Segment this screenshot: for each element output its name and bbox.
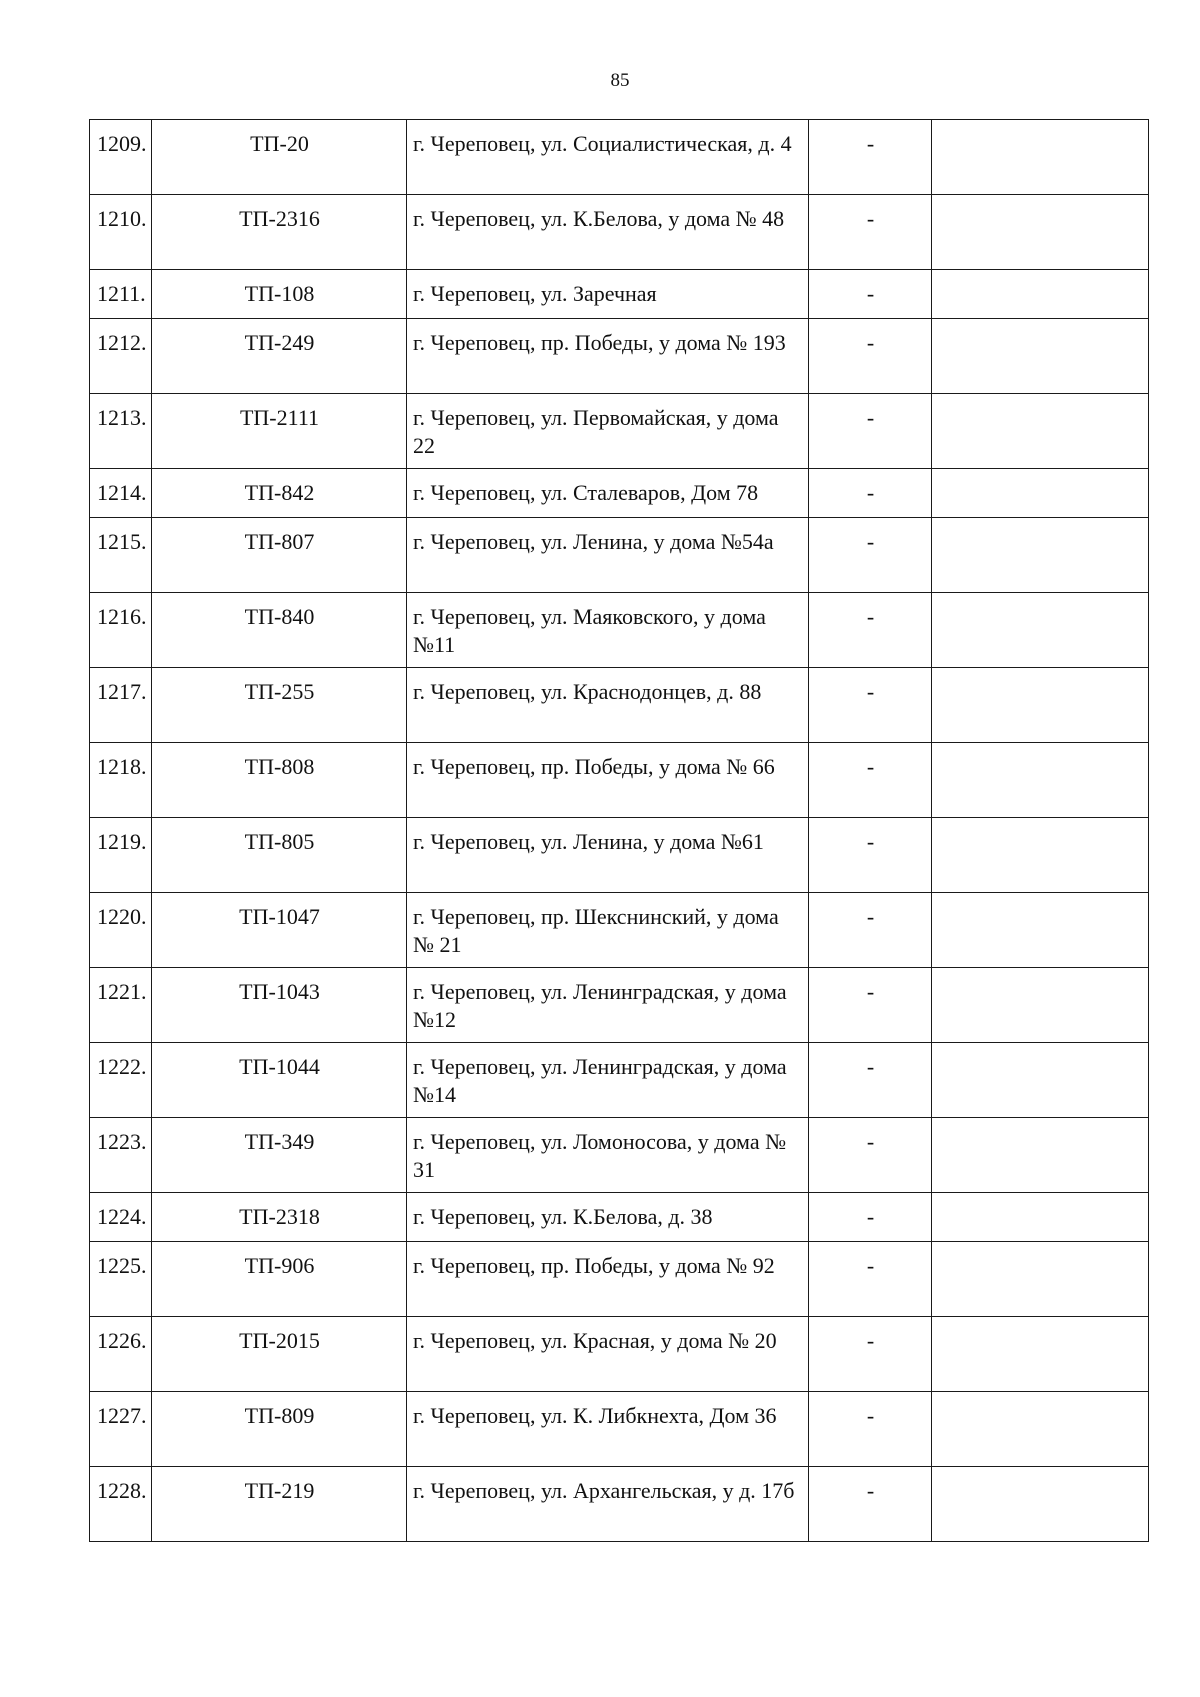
address-cell: г. Череповец, ул. Ленина, у дома №54а (407, 518, 809, 593)
mark-cell: - (809, 469, 932, 518)
table-row (90, 1043, 1149, 1118)
mark-cell: - (809, 394, 932, 469)
mark-cell: - (809, 1242, 932, 1317)
address-cell: г. Череповец, пр. Победы, у дома № 193 (407, 319, 809, 394)
row-number-cell: 1211. (90, 270, 152, 319)
table-row (90, 593, 1149, 668)
substation-cell: ТП-809 (152, 1392, 407, 1467)
mark-cell: - (809, 120, 932, 195)
mark-cell: - (809, 968, 932, 1043)
substation-cell: ТП-20 (152, 120, 407, 195)
mark-cell: - (809, 319, 932, 394)
address-cell: г. Череповец, пр. Шекснинский, у дома № 21 (407, 893, 809, 968)
row-number-cell: 1209. (90, 120, 152, 195)
table-row (90, 818, 1149, 893)
table-body (90, 120, 1149, 1542)
row-number-cell: 1226. (90, 1317, 152, 1392)
row-number-cell: 1217. (90, 668, 152, 743)
substation-cell: ТП-249 (152, 319, 407, 394)
mark-cell: - (809, 1392, 932, 1467)
mark-cell: - (809, 1317, 932, 1392)
note-cell (932, 593, 1149, 668)
mark-cell: - (809, 1467, 932, 1542)
address-cell: г. Череповец, ул. Социалистическая, д. 4 (407, 120, 809, 195)
note-cell (932, 743, 1149, 818)
mark-cell: - (809, 743, 932, 818)
table-row (90, 518, 1149, 593)
note-cell (932, 1193, 1149, 1242)
mark-cell: - (809, 893, 932, 968)
mark-cell: - (809, 818, 932, 893)
substation-cell: ТП-1043 (152, 968, 407, 1043)
address-cell: г. Череповец, ул. К. Либкнехта, Дом 36 (407, 1392, 809, 1467)
table-row (90, 743, 1149, 818)
substation-cell: ТП-842 (152, 469, 407, 518)
note-cell (932, 1118, 1149, 1193)
substation-cell: ТП-2015 (152, 1317, 407, 1392)
table-row (90, 1392, 1149, 1467)
note-cell (932, 394, 1149, 469)
note-cell (932, 1317, 1149, 1392)
table-row (90, 319, 1149, 394)
row-number-cell: 1227. (90, 1392, 152, 1467)
substation-table (89, 119, 1149, 1542)
mark-cell: - (809, 593, 932, 668)
row-number-cell: 1214. (90, 469, 152, 518)
address-cell: г. Череповец, ул. Первомайская, у дома 22 (407, 394, 809, 469)
note-cell (932, 319, 1149, 394)
substation-cell: ТП-805 (152, 818, 407, 893)
note-cell (932, 968, 1149, 1043)
page-number: 85 (610, 70, 630, 91)
note-cell (932, 818, 1149, 893)
mark-cell: - (809, 270, 932, 319)
table-row (90, 1467, 1149, 1542)
mark-cell: - (809, 1043, 932, 1118)
substation-cell: ТП-1047 (152, 893, 407, 968)
row-number-cell: 1223. (90, 1118, 152, 1193)
row-number-cell: 1215. (90, 518, 152, 593)
table-row (90, 195, 1149, 270)
row-number-cell: 1219. (90, 818, 152, 893)
note-cell (932, 1043, 1149, 1118)
substation-cell: ТП-2316 (152, 195, 407, 270)
note-cell (932, 195, 1149, 270)
address-cell: г. Череповец, пр. Победы, у дома № 66 (407, 743, 809, 818)
substation-cell: ТП-219 (152, 1467, 407, 1542)
substation-cell: ТП-807 (152, 518, 407, 593)
mark-cell: - (809, 1118, 932, 1193)
row-number-cell: 1220. (90, 893, 152, 968)
address-cell: г. Череповец, ул. Заречная (407, 270, 809, 319)
mark-cell: - (809, 195, 932, 270)
address-cell: г. Череповец, ул. Архангельская, у д. 17б (407, 1467, 809, 1542)
address-cell: г. Череповец, ул. Ленинградская, у дома №14 (407, 1043, 809, 1118)
table-row (90, 394, 1149, 469)
note-cell (932, 518, 1149, 593)
mark-cell: - (809, 518, 932, 593)
address-cell: г. Череповец, ул. Ломоносова, у дома № 31 (407, 1118, 809, 1193)
row-number-cell: 1222. (90, 1043, 152, 1118)
row-number-cell: 1210. (90, 195, 152, 270)
substation-cell: ТП-808 (152, 743, 407, 818)
substation-cell: ТП-840 (152, 593, 407, 668)
note-cell (932, 270, 1149, 319)
table-row (90, 120, 1149, 195)
substation-cell: ТП-349 (152, 1118, 407, 1193)
note-cell (932, 1467, 1149, 1542)
table-row (90, 1317, 1149, 1392)
note-cell (932, 668, 1149, 743)
mark-cell: - (809, 668, 932, 743)
row-number-cell: 1225. (90, 1242, 152, 1317)
address-cell: г. Череповец, ул. К.Белова, д. 38 (407, 1193, 809, 1242)
table-row (90, 469, 1149, 518)
row-number-cell: 1213. (90, 394, 152, 469)
address-cell: г. Череповец, ул. Ленина, у дома №61 (407, 818, 809, 893)
note-cell (932, 1242, 1149, 1317)
address-cell: г. Череповец, ул. Маяковского, у дома №11 (407, 593, 809, 668)
row-number-cell: 1218. (90, 743, 152, 818)
row-number-cell: 1212. (90, 319, 152, 394)
note-cell (932, 120, 1149, 195)
table-row (90, 1193, 1149, 1242)
address-cell: г. Череповец, ул. Красная, у дома № 20 (407, 1317, 809, 1392)
table-row (90, 270, 1149, 319)
address-cell: г. Череповец, ул. К.Белова, у дома № 48 (407, 195, 809, 270)
address-cell: г. Череповец, ул. Краснодонцев, д. 88 (407, 668, 809, 743)
substation-cell: ТП-2111 (152, 394, 407, 469)
substation-cell: ТП-1044 (152, 1043, 407, 1118)
table-row (90, 893, 1149, 968)
table-row (90, 668, 1149, 743)
substation-cell: ТП-2318 (152, 1193, 407, 1242)
table-row (90, 1242, 1149, 1317)
table-row (90, 968, 1149, 1043)
substation-cell: ТП-906 (152, 1242, 407, 1317)
address-cell: г. Череповец, ул. Ленинградская, у дома №12 (407, 968, 809, 1043)
row-number-cell: 1228. (90, 1467, 152, 1542)
substation-cell: ТП-108 (152, 270, 407, 319)
row-number-cell: 1221. (90, 968, 152, 1043)
row-number-cell: 1216. (90, 593, 152, 668)
address-cell: г. Череповец, ул. Сталеваров, Дом 78 (407, 469, 809, 518)
mark-cell: - (809, 1193, 932, 1242)
note-cell (932, 1392, 1149, 1467)
table-row (90, 1118, 1149, 1193)
substation-cell: ТП-255 (152, 668, 407, 743)
note-cell (932, 469, 1149, 518)
address-cell: г. Череповец, пр. Победы, у дома № 92 (407, 1242, 809, 1317)
row-number-cell: 1224. (90, 1193, 152, 1242)
note-cell (932, 893, 1149, 968)
